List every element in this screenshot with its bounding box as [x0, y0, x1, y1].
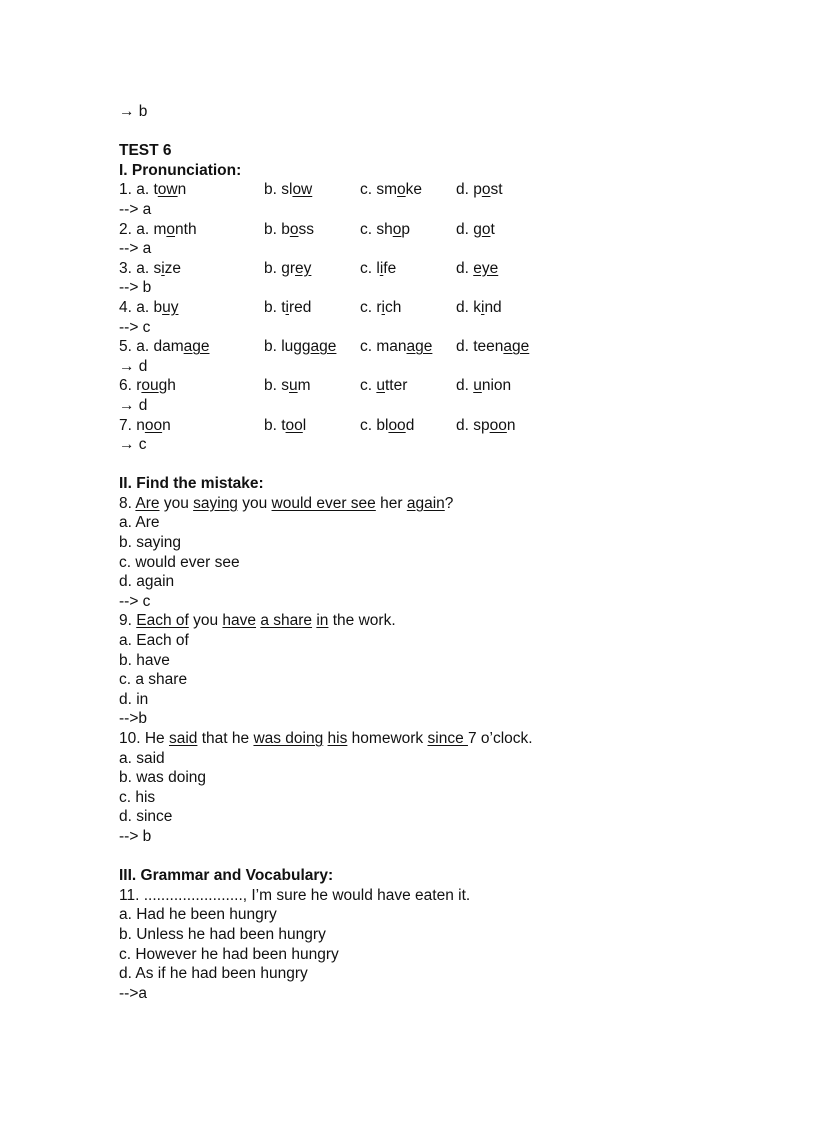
- option-a: [119, 376, 176, 396]
- option-text: c. r: [360, 298, 382, 316]
- underlined-sound: uy: [162, 298, 179, 316]
- sentence-text: you: [159, 494, 194, 512]
- option-text: ss: [298, 220, 314, 238]
- sentence-text: ?: [444, 494, 454, 512]
- option-text: d. sp: [456, 416, 490, 434]
- underlined-sound: age: [310, 338, 337, 356]
- underlined-sound: age: [503, 338, 530, 356]
- pronunciation-list: [119, 180, 759, 454]
- underlined-segment: in: [316, 612, 329, 630]
- underlined-segment: said: [168, 730, 198, 747]
- option-c: [360, 259, 396, 279]
- underlined-segment: would ever see: [271, 494, 376, 512]
- answer-option: a. Each of: [119, 632, 189, 650]
- underlined-segment: since: [427, 730, 468, 747]
- option-text: c. man: [360, 338, 407, 356]
- underlined-sound: u: [473, 377, 482, 395]
- question-8-options: [119, 513, 759, 591]
- option-text: d.: [456, 377, 474, 395]
- option-c: [360, 416, 414, 436]
- option-d: [456, 220, 495, 240]
- option-text: st: [490, 181, 503, 199]
- pronunciation-answer: --> c: [119, 318, 151, 336]
- option-a: [119, 220, 197, 240]
- sentence-text: you: [188, 612, 223, 630]
- underlined-sound: ey: [295, 259, 312, 277]
- option-a: [119, 337, 210, 357]
- sentence-text: 9.: [119, 612, 137, 630]
- option-text: t: [490, 220, 495, 238]
- option-text: b. sl: [264, 181, 293, 199]
- option-c: [360, 337, 432, 357]
- option-text: c. l: [360, 259, 380, 277]
- underlined-sound: u: [288, 377, 298, 395]
- pronunciation-item: [119, 376, 759, 396]
- underlined-sound: o: [289, 220, 299, 238]
- option-text: d.: [456, 259, 474, 277]
- option-a: [119, 180, 186, 200]
- option-text: m: [297, 377, 311, 395]
- answer-option: c. However he had been hungry: [119, 945, 339, 963]
- option-text: d. k: [456, 298, 481, 316]
- option-text: tter: [385, 377, 408, 395]
- answer-option: d. in: [119, 690, 149, 708]
- answer-option: d. As if he had been hungry: [119, 965, 308, 983]
- question-11-options: [119, 905, 759, 983]
- sentence-text: that he: [197, 730, 254, 747]
- option-text: 4. a. b: [119, 298, 163, 316]
- previous-answer: → b: [119, 103, 148, 120]
- option-a: [119, 298, 178, 318]
- pronunciation-item: [119, 180, 759, 200]
- underlined-sound: ou: [141, 377, 159, 395]
- section-heading-pronunciation: I. Pronunciation:: [119, 161, 242, 179]
- sentence-text: homework: [347, 730, 428, 747]
- option-text: n: [162, 416, 171, 434]
- answer-option: d. since: [119, 808, 173, 826]
- pronunciation-answer: → d: [119, 396, 148, 414]
- option-b: [264, 259, 311, 279]
- option-text: d: [405, 416, 415, 434]
- underlined-segment: his: [327, 730, 348, 747]
- option-d: [456, 376, 511, 396]
- answer-option: c. his: [119, 788, 156, 806]
- document-content: [119, 102, 759, 1003]
- section-heading-grammar: III. Grammar and Vocabulary:: [119, 867, 334, 885]
- option-a: [119, 259, 181, 279]
- pronunciation-answer: → d: [119, 357, 148, 375]
- option-text: c.: [360, 377, 377, 395]
- option-text: p: [401, 220, 410, 238]
- sentence-text: you: [237, 494, 272, 512]
- option-d: [456, 337, 529, 357]
- option-text: ch: [384, 298, 402, 316]
- underlined-sound: age: [183, 338, 210, 356]
- option-b: [264, 180, 312, 200]
- question-11: 11. ......................., I’m sure he would have eaten it.: [119, 886, 471, 904]
- underlined-sound: o: [397, 181, 406, 199]
- answer-option: a. said: [119, 749, 165, 767]
- question-10-answer: --> b: [119, 827, 152, 845]
- option-text: c. sm: [360, 181, 398, 199]
- underlined-sound: oo: [489, 416, 507, 434]
- option-text: ze: [164, 259, 182, 277]
- option-d: [456, 416, 515, 436]
- option-text: red: [289, 298, 312, 316]
- underlined-sound: i: [161, 259, 165, 277]
- answer-option: b. have: [119, 651, 170, 669]
- pronunciation-item: [119, 416, 759, 436]
- option-text: b. s: [264, 377, 289, 395]
- question-10-options: [119, 749, 759, 827]
- question-8: [119, 494, 759, 514]
- underlined-segment: Are: [135, 494, 160, 512]
- underlined-sound: o: [166, 220, 176, 238]
- underlined-sound: u: [376, 377, 385, 395]
- option-d: [456, 259, 498, 279]
- underlined-sound: ow: [292, 181, 313, 199]
- question-11-answer: -->a: [119, 984, 147, 1002]
- option-text: c. bl: [360, 416, 389, 434]
- option-c: [360, 376, 407, 396]
- answer-option: b. saying: [119, 534, 182, 552]
- underlined-sound: o: [481, 220, 491, 238]
- pronunciation-item: [119, 298, 759, 318]
- option-text: b. lugg: [264, 338, 311, 356]
- underlined-sound: oo: [144, 416, 163, 434]
- option-text: 2. a. m: [119, 220, 167, 238]
- option-d: [456, 298, 502, 318]
- underlined-segment: again: [406, 494, 445, 512]
- option-text: b. t: [264, 416, 286, 434]
- underlined-sound: i: [285, 298, 289, 316]
- pronunciation-item: [119, 259, 759, 279]
- option-text: b. b: [264, 220, 290, 238]
- option-text: 3. a. s: [119, 259, 162, 277]
- option-text: l: [302, 416, 307, 434]
- option-text: d. p: [456, 181, 482, 199]
- sentence-text: the work.: [328, 612, 396, 630]
- underlined-segment: Each of: [136, 612, 189, 630]
- option-a: [119, 416, 171, 436]
- option-text: 1. a. t: [119, 181, 158, 199]
- pronunciation-answer: → c: [119, 436, 147, 454]
- pronunciation-answer: --> b: [119, 279, 152, 297]
- answer-option: a. Had he been hungry: [119, 906, 277, 924]
- option-text: c. sh: [360, 220, 393, 238]
- answer-option: b. was doing: [119, 769, 207, 787]
- option-text: nth: [175, 220, 197, 238]
- option-text: fe: [383, 259, 397, 277]
- underlined-sound: i: [480, 298, 485, 316]
- answer-option: c. would ever see: [119, 553, 240, 571]
- option-b: [264, 337, 336, 357]
- option-d: [456, 180, 503, 200]
- pronunciation-item: [119, 220, 759, 240]
- option-text: ke: [405, 181, 423, 199]
- pronunciation-answer: --> a: [119, 200, 152, 218]
- option-b: [264, 416, 306, 436]
- section-heading-mistake: II. Find the mistake:: [119, 475, 264, 493]
- option-text: n: [177, 181, 187, 199]
- option-text: 6. r: [119, 377, 142, 395]
- underlined-sound: oo: [285, 416, 303, 434]
- underlined-segment: a share: [260, 612, 313, 630]
- underlined-segment: have: [222, 612, 257, 630]
- option-b: [264, 376, 311, 396]
- sentence-text: 7 o’clock.: [468, 730, 533, 747]
- underlined-sound: o: [481, 181, 491, 199]
- option-text: nd: [484, 298, 502, 316]
- option-text: d. g: [456, 220, 482, 238]
- answer-option: d. again: [119, 573, 175, 591]
- underlined-sound: i: [379, 259, 384, 277]
- option-text: b. t: [264, 298, 286, 316]
- pronunciation-answer: --> a: [119, 240, 152, 258]
- sentence-text: her: [375, 494, 407, 512]
- option-c: [360, 180, 422, 200]
- test-title: TEST 6: [119, 142, 172, 160]
- underlined-sound: oo: [388, 416, 406, 434]
- underlined-sound: i: [381, 298, 385, 316]
- answer-option: a. Are: [119, 514, 160, 532]
- underlined-sound: ow: [157, 181, 178, 199]
- option-c: [360, 220, 410, 240]
- option-text: n: [506, 416, 516, 434]
- question-9-answer: -->b: [119, 710, 147, 728]
- question-8-answer: --> c: [119, 592, 151, 610]
- underlined-segment: saying: [193, 494, 238, 512]
- option-b: [264, 220, 314, 240]
- option-text: nion: [481, 377, 512, 395]
- sentence-text: 10. He: [119, 730, 169, 747]
- question-9: [119, 611, 759, 631]
- option-text: gh: [158, 377, 176, 395]
- underlined-sound: eye: [473, 259, 499, 277]
- underlined-sound: age: [406, 338, 433, 356]
- option-b: [264, 298, 311, 318]
- answer-option: b. Unless he had been hungry: [119, 925, 326, 943]
- question-9-options: [119, 631, 759, 709]
- option-text: d. teen: [456, 338, 504, 356]
- option-text: 5. a. dam: [119, 338, 184, 356]
- option-text: b. gr: [264, 259, 296, 277]
- underlined-segment: was doing: [253, 730, 324, 747]
- sentence-text: 8.: [119, 494, 136, 512]
- answer-option: c. a share: [119, 671, 188, 689]
- option-text: 7. n: [119, 416, 145, 434]
- question-10: [119, 729, 759, 749]
- option-c: [360, 298, 401, 318]
- pronunciation-item: [119, 337, 759, 357]
- underlined-sound: o: [392, 220, 402, 238]
